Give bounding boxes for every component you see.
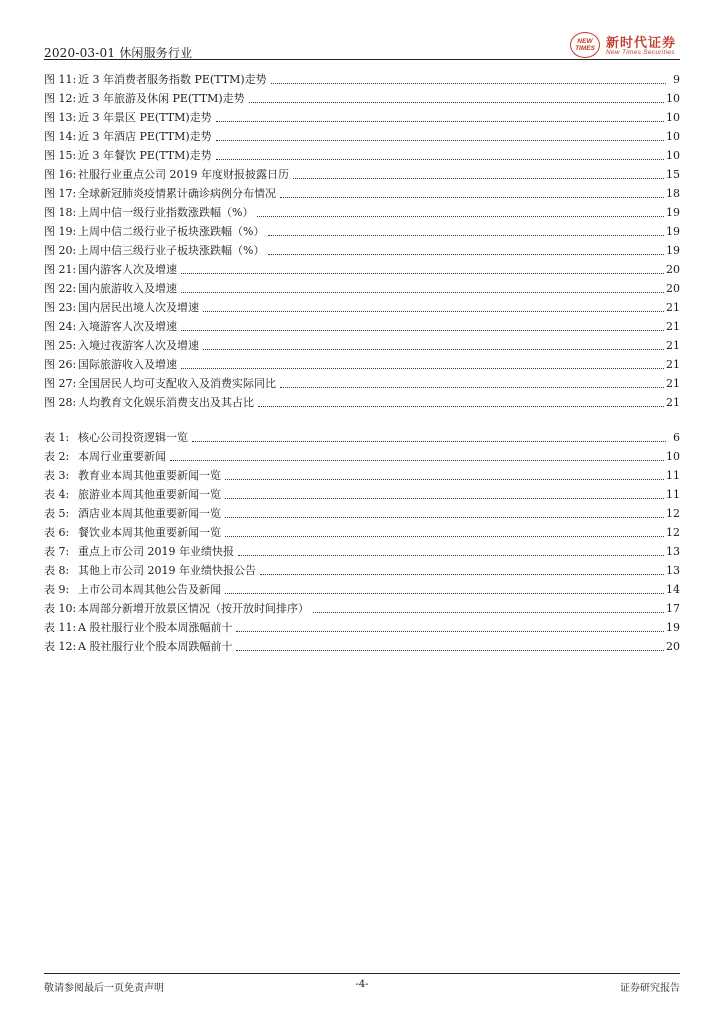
entry-page-number: 21: [666, 301, 680, 314]
entry-label: 图 12:: [44, 92, 77, 105]
figure-toc-entry[interactable]: [44, 334, 680, 353]
entry-label: 表 2:: [44, 450, 70, 463]
dot-leader: [236, 631, 664, 632]
footer-divider: [44, 973, 680, 974]
dot-leader: [238, 555, 664, 556]
header-divider: [44, 59, 680, 60]
entry-page-number: 12: [666, 526, 680, 539]
entry-label: 表 10:: [44, 602, 77, 615]
entry-label: 图 13:: [44, 111, 77, 124]
figure-toc-entry[interactable]: [44, 144, 680, 163]
entry-page-number: 10: [666, 130, 680, 143]
entry-label: 图 11:: [44, 73, 77, 86]
entry-title: 上周中信二级行业子板块涨跌幅（%）: [78, 225, 265, 238]
entry-page-number: 21: [666, 339, 680, 352]
entry-label: 图 23:: [44, 301, 77, 314]
entry-title: 上周中信三级行业子板块涨跌幅（%）: [78, 244, 265, 257]
dot-leader: [225, 479, 664, 480]
entry-page-number: 10: [666, 92, 680, 105]
page-header: [44, 30, 680, 60]
entry-page-number: 11: [666, 469, 680, 482]
entry-title: 社服行业重点公司 2019 年度财报披露日历: [78, 168, 289, 181]
dot-leader: [216, 121, 664, 122]
figure-toc-entry[interactable]: [44, 296, 680, 315]
entry-page-number: 19: [666, 225, 680, 238]
table-toc-entry[interactable]: [44, 521, 680, 540]
entry-title: A 股社服行业个股本周涨幅前十: [78, 621, 233, 634]
entry-page-number: 13: [666, 564, 680, 577]
figure-toc-entry[interactable]: [44, 258, 680, 277]
entry-page-number: 20: [666, 263, 680, 276]
entry-page-number: 13: [666, 545, 680, 558]
entry-label: 表 3:: [44, 469, 70, 482]
dot-leader: [313, 612, 664, 613]
figure-toc-entry[interactable]: [44, 125, 680, 144]
entry-label: 图 21:: [44, 263, 77, 276]
dot-leader: [260, 574, 664, 575]
table-toc-entry[interactable]: [44, 597, 680, 616]
logo-name-cn: 新时代证券: [606, 36, 677, 51]
entry-page-number: 9: [673, 73, 680, 86]
entry-title: 国内旅游收入及增速: [78, 282, 177, 295]
entry-title: 全国居民人均可支配收入及消费实际同比: [78, 377, 276, 390]
table-toc-entry[interactable]: [44, 578, 680, 597]
figure-toc-entry[interactable]: [44, 163, 680, 182]
table-toc-entry[interactable]: [44, 426, 680, 445]
entry-page-number: 12: [666, 507, 680, 520]
dot-leader: [203, 349, 664, 350]
figure-toc-entry[interactable]: [44, 106, 680, 125]
entry-label: 图 20:: [44, 244, 77, 257]
figure-toc-entry[interactable]: [44, 182, 680, 201]
dot-leader: [293, 178, 664, 179]
entry-page-number: 10: [666, 149, 680, 162]
dot-leader: [225, 593, 664, 594]
entry-title: 本周行业重要新闻: [78, 450, 166, 463]
entry-page-number: 19: [666, 621, 680, 634]
entry-label: 表 8:: [44, 564, 70, 577]
entry-label: 图 15:: [44, 149, 77, 162]
entry-label: 图 18:: [44, 206, 77, 219]
entry-page-number: 15: [666, 168, 680, 181]
table-toc-entry[interactable]: [44, 445, 680, 464]
company-logo: [570, 30, 680, 60]
dot-leader: [181, 330, 664, 331]
entry-title: 近 3 年消费者服务指数 PE(TTM)走势: [78, 73, 267, 86]
entry-label: 表 9:: [44, 583, 70, 596]
entry-title: 旅游业本周其他重要新闻一览: [78, 488, 221, 501]
entry-label: 图 28:: [44, 396, 77, 409]
figure-toc-entry[interactable]: [44, 239, 680, 258]
entry-label: 图 25:: [44, 339, 77, 352]
entry-label: 图 17:: [44, 187, 77, 200]
dot-leader: [249, 102, 664, 103]
dot-leader: [280, 197, 664, 198]
footer-report-type: 证券研究报告: [620, 983, 680, 994]
entry-page-number: 17: [666, 602, 680, 615]
entry-label: 图 16:: [44, 168, 77, 181]
table-toc-entry[interactable]: [44, 540, 680, 559]
entry-label: 表 7:: [44, 545, 70, 558]
entry-title: 餐饮业本周其他重要新闻一览: [78, 526, 221, 539]
dot-leader: [181, 292, 664, 293]
entry-title: 近 3 年景区 PE(TTM)走势: [78, 111, 212, 124]
table-toc-entry[interactable]: [44, 502, 680, 521]
dot-leader: [181, 273, 664, 274]
entry-page-number: 19: [666, 244, 680, 257]
dot-leader: [181, 368, 664, 369]
dot-leader: [236, 650, 664, 651]
entry-page-number: 19: [666, 206, 680, 219]
logo-badge-line2: TIMES: [575, 45, 595, 52]
logo-badge-line1: NEW: [577, 38, 593, 45]
entry-title: 国际旅游收入及增速: [78, 358, 177, 371]
entry-title: 上周中信一级行业指数涨跌幅（%）: [78, 206, 254, 219]
entry-page-number: 20: [666, 282, 680, 295]
figure-toc-entry[interactable]: [44, 220, 680, 239]
figure-toc-entry[interactable]: [44, 68, 680, 87]
dot-leader: [280, 387, 664, 388]
dot-leader: [192, 441, 666, 442]
entry-label: 表 6:: [44, 526, 70, 539]
logo-name-en: New Times Securities: [606, 49, 675, 56]
entry-label: 图 24:: [44, 320, 77, 333]
entry-title: 教育业本周其他重要新闻一览: [78, 469, 221, 482]
entry-page-number: 21: [666, 377, 680, 390]
entry-title: 本周部分新增开放景区情况（按开放时间排序）: [78, 602, 309, 615]
table-toc-entry[interactable]: [44, 559, 680, 578]
entry-title: 近 3 年旅游及休闲 PE(TTM)走势: [78, 92, 245, 105]
figure-index-list: [44, 68, 680, 410]
dot-leader: [268, 254, 664, 255]
dot-leader: [203, 311, 664, 312]
entry-page-number: 21: [666, 396, 680, 409]
entry-label: 表 11:: [44, 621, 77, 634]
entry-title: 近 3 年酒店 PE(TTM)走势: [78, 130, 212, 143]
dot-leader: [170, 460, 664, 461]
entry-label: 图 19:: [44, 225, 77, 238]
figure-toc-entry[interactable]: [44, 372, 680, 391]
table-toc-entry[interactable]: [44, 616, 680, 635]
entry-title: 重点上市公司 2019 年业绩快报: [78, 545, 234, 558]
entry-title: 入境过夜游客人次及增速: [78, 339, 199, 352]
dot-leader: [258, 406, 664, 407]
entry-title: 国内居民出境人次及增速: [78, 301, 199, 314]
entry-title: 人均教育文化娱乐消费支出及其占比: [78, 396, 254, 409]
entry-page-number: 6: [673, 431, 680, 444]
entry-label: 图 26:: [44, 358, 77, 371]
entry-label: 表 5:: [44, 507, 70, 520]
entry-page-number: 11: [666, 488, 680, 501]
dot-leader: [225, 536, 664, 537]
entry-label: 表 12:: [44, 640, 77, 653]
footer-disclaimer-link: 敬请参阅最后一页免责声明: [44, 983, 164, 994]
table-toc-entry[interactable]: [44, 483, 680, 502]
table-toc-entry[interactable]: [44, 635, 680, 654]
dot-leader: [216, 159, 664, 160]
header-date-industry: 2020-03-01 休闲服务行业: [44, 46, 193, 60]
entry-page-number: 10: [666, 450, 680, 463]
entry-page-number: 10: [666, 111, 680, 124]
entry-title: 核心公司投资逻辑一览: [78, 431, 188, 444]
entry-page-number: 20: [666, 640, 680, 653]
dot-leader: [271, 83, 666, 84]
figure-toc-entry[interactable]: [44, 315, 680, 334]
figure-toc-entry[interactable]: [44, 277, 680, 296]
entry-title: 国内游客人次及增速: [78, 263, 177, 276]
entry-title: 上市公司本周其他公告及新闻: [78, 583, 221, 596]
entry-title: 近 3 年餐饮 PE(TTM)走势: [78, 149, 212, 162]
dot-leader: [225, 498, 664, 499]
entry-label: 表 1:: [44, 431, 70, 444]
dot-leader: [268, 235, 664, 236]
entry-page-number: 18: [666, 187, 680, 200]
entry-label: 图 22:: [44, 282, 77, 295]
entry-label: 表 4:: [44, 488, 70, 501]
entry-page-number: 21: [666, 320, 680, 333]
entry-title: 酒店业本周其他重要新闻一览: [78, 507, 221, 520]
logo-badge-icon: [570, 32, 600, 58]
dot-leader: [216, 140, 664, 141]
entry-label: 图 14:: [44, 130, 77, 143]
entry-title: 其他上市公司 2019 年业绩快报公告: [78, 564, 256, 577]
entry-page-number: 14: [666, 583, 680, 596]
table-toc-entry[interactable]: [44, 464, 680, 483]
footer-page-number: -4-: [355, 979, 369, 990]
entry-page-number: 21: [666, 358, 680, 371]
dot-leader: [225, 517, 664, 518]
entry-title: 入境游客人次及增速: [78, 320, 177, 333]
table-index-list: [44, 426, 680, 654]
dot-leader: [257, 216, 664, 217]
entry-label: 图 27:: [44, 377, 77, 390]
entry-title: A 股社服行业个股本周跌幅前十: [78, 640, 233, 653]
figure-toc-entry[interactable]: [44, 87, 680, 106]
figure-toc-entry[interactable]: [44, 391, 680, 410]
entry-title: 全球新冠肺炎疫情累计确诊病例分布情况: [78, 187, 276, 200]
figure-toc-entry[interactable]: [44, 201, 680, 220]
figure-toc-entry[interactable]: [44, 353, 680, 372]
page-footer: [44, 979, 680, 995]
